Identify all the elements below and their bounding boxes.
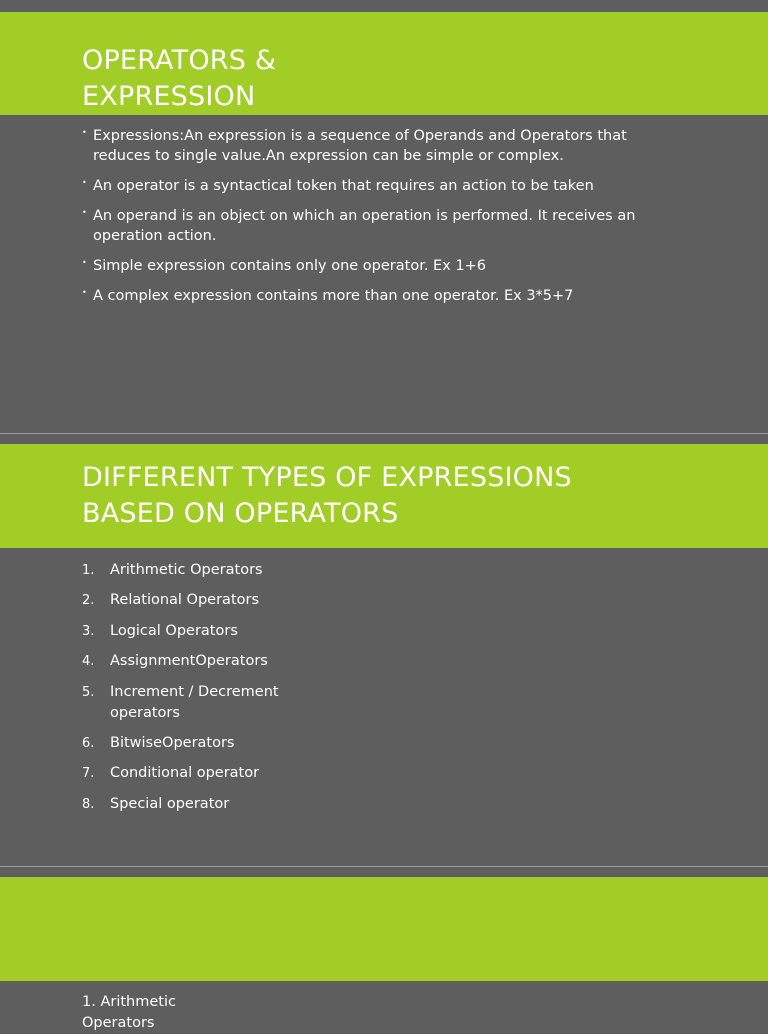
list-number: 5. bbox=[82, 684, 95, 700]
list-text: AssignmentOperators bbox=[110, 653, 268, 670]
slide-divider-2 bbox=[0, 866, 768, 867]
bullet-icon: • bbox=[82, 178, 87, 187]
slide-1-title: OPERATORS & EXPRESSION bbox=[82, 45, 277, 112]
list-text: Logical Operators bbox=[110, 622, 238, 639]
list-text: Conditional operator bbox=[110, 765, 260, 782]
slide-3-title-band bbox=[0, 877, 768, 981]
bullet-icon: • bbox=[82, 208, 87, 217]
list-number: 7. bbox=[82, 766, 95, 782]
list-item bbox=[82, 794, 342, 815]
list-text: BitwiseOperators bbox=[110, 734, 235, 751]
bullet-icon: • bbox=[82, 128, 87, 137]
list-item bbox=[82, 682, 320, 724]
list-text: Special operator bbox=[110, 795, 230, 812]
list-text: Arithmetic Operators bbox=[110, 562, 263, 578]
bullet-item bbox=[82, 126, 642, 166]
slide-2-title: DIFFERENT TYPES OF EXPRESSIONS BASED ON OPERATORS bbox=[82, 462, 572, 529]
slide-divider-1 bbox=[0, 433, 768, 434]
list-item bbox=[82, 621, 342, 642]
bullet-item bbox=[82, 206, 642, 246]
list-item bbox=[82, 733, 342, 754]
list-item bbox=[82, 763, 342, 784]
list-number: 8. bbox=[82, 796, 95, 812]
list-number: 2. bbox=[82, 593, 95, 609]
bullet-text: An operand is an object on which an operation is performed. It receives an operation action. bbox=[93, 208, 636, 244]
bullet-item bbox=[82, 286, 642, 306]
list-number: 1. bbox=[82, 563, 95, 578]
list-item bbox=[82, 590, 342, 611]
page-top-strip bbox=[0, 0, 768, 12]
list-item bbox=[82, 651, 342, 672]
list-number: 4. bbox=[82, 654, 95, 670]
bullet-text: An operator is a syntactical token that requires an action to be taken bbox=[93, 178, 594, 194]
slide-3-first-item: 1. Arithmetic Operators bbox=[82, 994, 176, 1031]
slide-2-numbered-list bbox=[82, 560, 342, 824]
list-number: 6. bbox=[82, 735, 95, 751]
bullet-text: A complex expression contains more than one operator. Ex 3*5+7 bbox=[93, 288, 574, 304]
bullet-item bbox=[82, 256, 642, 276]
list-number: 3. bbox=[82, 623, 95, 639]
list-item bbox=[82, 560, 342, 581]
bullet-text: Simple expression contains only one operator. Ex 1+6 bbox=[93, 258, 487, 274]
list-text: Increment / Decrement operators bbox=[110, 683, 279, 721]
bullet-item bbox=[82, 176, 642, 196]
slide-1-bullet-list bbox=[82, 126, 642, 316]
bullet-icon: • bbox=[82, 258, 87, 267]
list-text: Relational Operators bbox=[110, 592, 260, 609]
bullet-icon: • bbox=[82, 288, 87, 297]
bullet-text: Expressions:An expression is a sequence of Operands and Operators that reduces to single value.An expression can be simple or complex. bbox=[93, 128, 627, 164]
